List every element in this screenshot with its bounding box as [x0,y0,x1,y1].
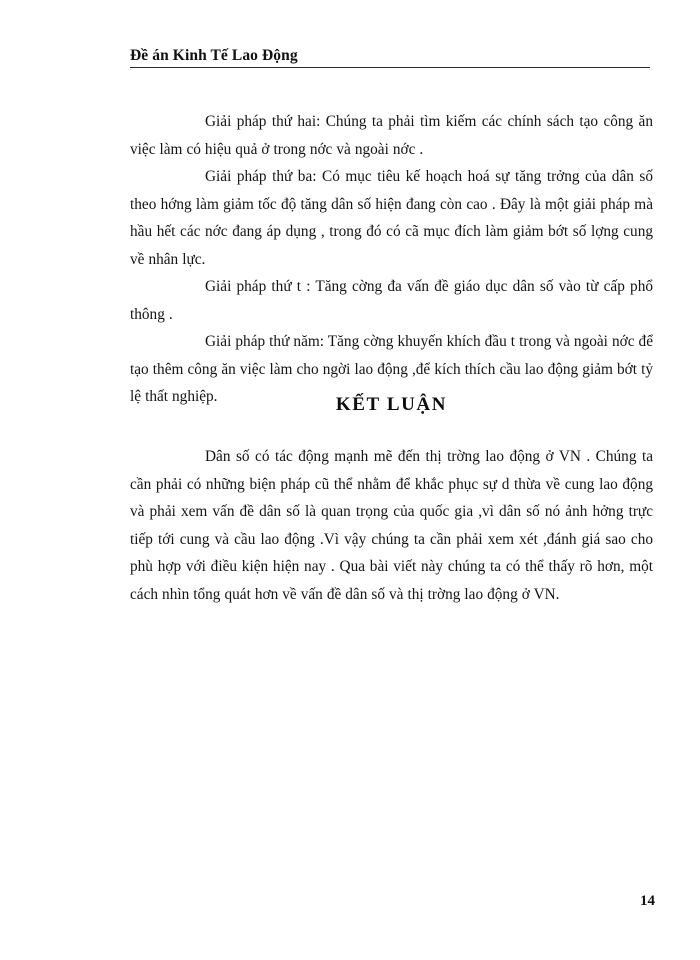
paragraph: Giải pháp thứ t : Tăng cờng đa vấn đề giáo dục dân số vào từ cấp phổ thông . [130,278,653,323]
paragraph: Dân số có tác động mạnh mẽ đến thị trờng lao động ở VN . Chúng ta cần phải có những biện pháp cũ thể nhằm để khắc phục sự d thừa về cung lao động và phải xem vấn đề dân số là quan trọng của quốc gia ,vì dân số nó ảnh hởng trực tiếp tới cung và cầu lao động .Vì vậy chúng ta cần phải xem xét ,đánh giá sao cho phù hợp với điều kiện hiện nay . Qua bài viết này chúng ta có thể thấy rõ hơn, một cách nhìn tổng quát hơn về vấn đề dân số và thị trờng lao động ở VN. [130,448,653,603]
paragraph: Giải pháp thứ hai: Chúng ta phải tìm kiếm các chính sách tạo công ăn việc làm có hiệu quả ở trong nớc và ngoài nớc . [130,113,653,158]
conclusion-heading: KẾT LUẬN [335,394,448,415]
page-header [130,46,650,72]
body-text-block [130,108,653,411]
header-title: Đề án Kinh Tế Lao Động [130,47,298,64]
paragraph: Giải pháp thứ năm: Tăng cờng khuyến khích đầu t trong và ngoài nớc để tạo thêm công ăn việc làm cho ngời lao động ,để kích thích cầu lao động giảm bớt tỷ lệ thất nghiệp. [130,333,653,405]
conclusion-text-block [130,443,653,608]
header-divider [130,67,650,68]
page-number: 14 [640,893,655,909]
paragraph: Giải pháp thứ ba: Có mục tiêu kế hoạch hoá sự tăng trởng của dân số theo hớng làm giảm tốc độ tăng dân số hiện đang còn cao . Đây là một giải pháp mà hầu hết các nớc đang áp dụng , trong đó có cã mục đích làm giảm bớt số lợng cung về nhân lực. [130,168,653,268]
